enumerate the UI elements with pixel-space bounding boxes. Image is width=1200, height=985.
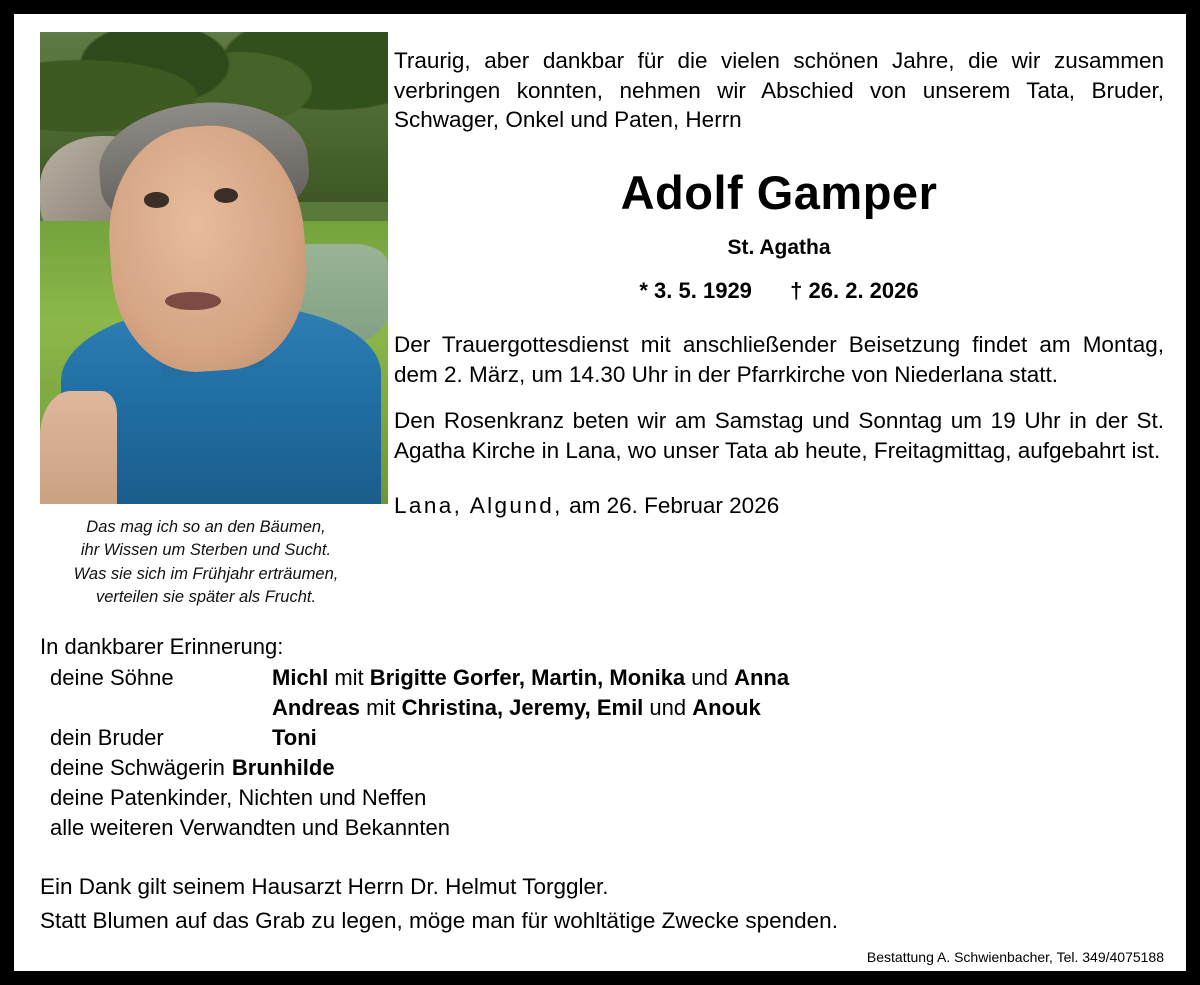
family-block	[40, 632, 1164, 844]
deceased-name: Adolf Gamper	[620, 166, 938, 220]
birth-date: * 3. 5. 1929	[639, 278, 752, 304]
donation-line: Statt Blumen auf das Grab zu legen, möge man für wohltätige Zwecke spenden.	[40, 908, 838, 934]
caption-line-2: ihr Wissen um Sterben und Sucht.	[80, 541, 332, 560]
family-names: Michl mit Brigitte Gorfer, Martin, Monika und Anna	[272, 664, 790, 690]
family-names: Andreas mit Christina, Jeremy, Emil und Anouk	[272, 694, 761, 720]
family-relation: dein Bruder	[50, 725, 164, 751]
family-relation: deine Söhne	[50, 664, 174, 690]
photo-arm	[40, 391, 117, 504]
thanks-line: Ein Dank gilt seinem Hausarzt Herrn Dr. Helmut Torggler.	[40, 873, 609, 899]
family-row	[40, 693, 1164, 723]
death-date: † 26. 2. 2026	[790, 278, 919, 304]
deceased-place: St. Agatha	[727, 236, 831, 260]
footer-block	[40, 870, 1164, 940]
portrait-photo	[40, 32, 388, 504]
godchildren-line: deine Patenkinder, Nichten und Neffen	[50, 785, 427, 811]
top-section	[40, 32, 1164, 610]
family-names	[232, 753, 335, 783]
family-row	[40, 753, 1164, 783]
signoff-line	[394, 493, 1164, 519]
photo-column	[40, 32, 390, 610]
signoff-places: Lana, Algund,	[394, 492, 563, 518]
rosary-paragraph: Den Rosenkranz beten wir am Samstag und Sonntag um 19 Uhr in der St. Agatha Kirche in Lana, wo unser Tata ab heute, Freitagmittag, aufgebahrt ist.	[394, 408, 1164, 464]
family-row	[40, 723, 1164, 753]
lead-paragraph: Traurig, aber dankbar für die vielen schönen Jahre, die wir zusammen verbringen konnten, nehmen wir Abschied von unserem Tata, Bruder, Schwager, Onkel und Paten, Herrn	[394, 48, 1164, 133]
caption-line-1: Das mag ich so an den Bäumen,	[86, 518, 326, 536]
life-dates	[394, 278, 1164, 304]
family-row	[40, 663, 1164, 693]
sister-in-law-name: Brunhilde	[231, 755, 335, 781]
photo-eye-left	[144, 192, 168, 207]
family-relation: deine Schwägerin	[50, 755, 225, 781]
photo-caption	[40, 516, 372, 610]
notice-inner	[14, 14, 1186, 971]
funeral-agency-credit: Bestattung A. Schwienbacher, Tel. 349/4075188	[866, 949, 1164, 965]
caption-line-3: Was sie sich im Frühjahr erträumen,	[73, 564, 339, 583]
service-paragraph: Der Trauergottesdienst mit anschließender Beisetzung findet am Montag, dem 2. März, um 14.30 Uhr in der Pfarrkirche von Niederlana statt.	[394, 332, 1164, 388]
text-column	[390, 32, 1164, 519]
family-names: Toni	[272, 725, 317, 751]
others-line: alle weiteren Verwandten und Bekannten	[50, 815, 450, 841]
family-intro: In dankbarer Erinnerung:	[40, 633, 284, 659]
caption-line-4: verteilen sie später als Frucht.	[95, 588, 317, 607]
photo-eye-right	[214, 188, 238, 203]
signoff-date: am 26. Februar 2026	[569, 492, 780, 518]
